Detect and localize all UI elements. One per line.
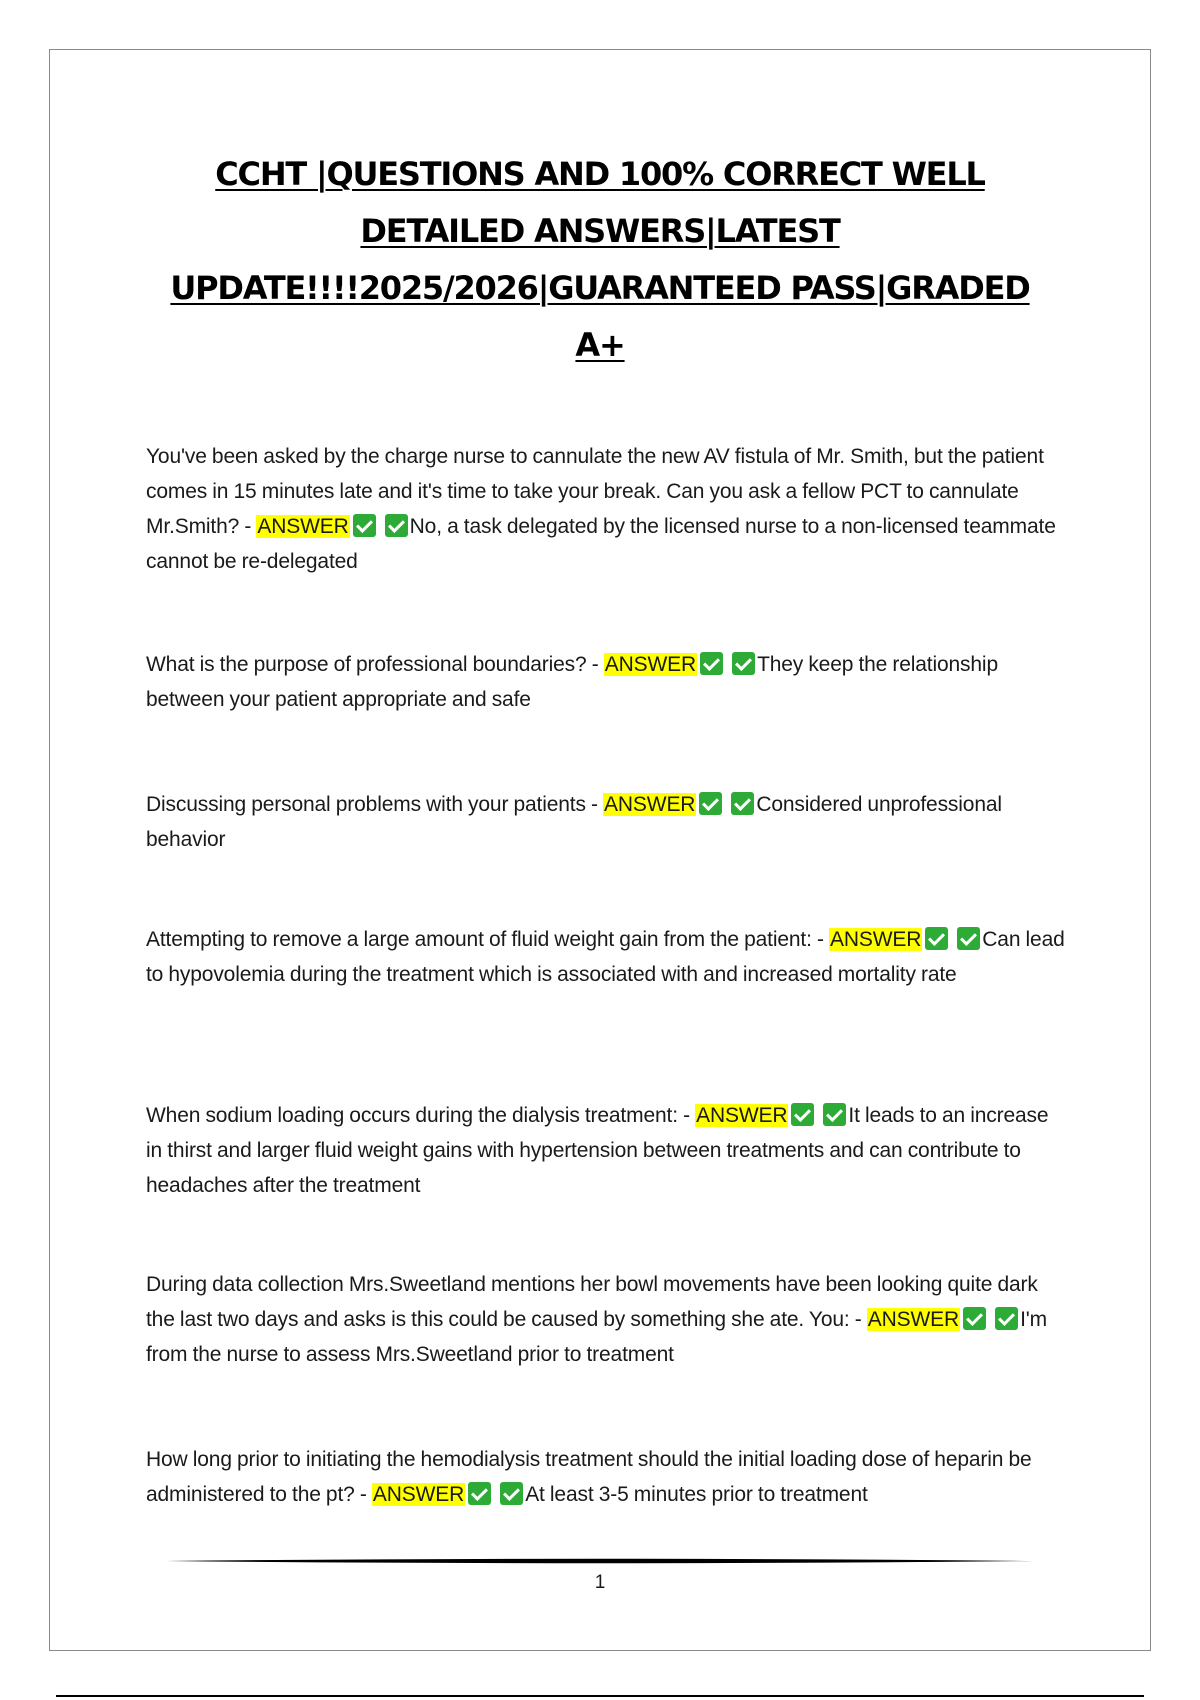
question-text: What is the purpose of professional boundaries? - — [146, 653, 604, 676]
answer-label: ANSWER — [867, 1308, 960, 1331]
check-mark-icon — [700, 652, 723, 675]
answer-text: Can lead to hypovolemia during the treatment which is associated with and increased mortality rate — [146, 928, 1065, 986]
answer-label: ANSWER — [372, 1483, 465, 1506]
footer-divider — [166, 1558, 1034, 1564]
title-line-text: CCHT |QUESTIONS AND 100% CORRECT WELL — [215, 155, 985, 193]
document-title — [140, 146, 1060, 374]
question-text: How long prior to initiating the hemodialysis treatment should the initial loading dose of heparin be administered to the pt? - — [146, 1448, 1032, 1506]
check-mark-icon — [500, 1482, 523, 1505]
qa-item — [146, 647, 1066, 717]
check-mark-icon — [353, 514, 376, 537]
answer-text: No, a task delegated by the licensed nurse to a non-licensed teammate cannot be re-delegated — [146, 515, 1056, 573]
title-line-text: A+ — [575, 326, 625, 364]
question-text: Discussing personal problems with your patients - — [146, 793, 604, 816]
question-text: Attempting to remove a large amount of fluid weight gain from the patient: - — [146, 928, 829, 951]
answer-text: Considered unprofessional behavior — [146, 793, 1002, 851]
check-mark-icon — [957, 927, 980, 950]
answer-label: ANSWER — [604, 653, 697, 676]
qa-item — [146, 922, 1066, 992]
title-line — [140, 260, 1060, 317]
answer-text: At least 3-5 minutes prior to treatment — [525, 1483, 868, 1506]
check-mark-icon — [925, 927, 948, 950]
check-mark-icon — [791, 1103, 814, 1126]
check-mark-icon — [823, 1103, 846, 1126]
qa-item — [146, 1442, 1066, 1512]
check-mark-icon — [731, 792, 754, 815]
qa-item — [146, 439, 1066, 579]
check-mark-icon — [995, 1307, 1018, 1330]
answer-label: ANSWER — [604, 793, 696, 816]
question-text: During data collection Mrs.Sweetland mentions her bowl movements have been looking quite dark the last two days and asks is this could be caused by something she ate. You: - — [146, 1273, 1038, 1331]
answer-text: I'm from the nurse to assess Mrs.Sweetland prior to treatment — [146, 1308, 1047, 1366]
check-mark-icon — [468, 1482, 491, 1505]
answer-label: ANSWER — [257, 515, 349, 538]
page-number: 1 — [594, 1572, 606, 1593]
check-mark-icon — [699, 792, 722, 815]
title-line — [140, 203, 1060, 260]
qa-item — [146, 787, 1066, 857]
check-mark-icon — [963, 1307, 986, 1330]
title-line-text: DETAILED ANSWERS|LATEST — [360, 212, 840, 250]
next-page-edge — [56, 1695, 1144, 1697]
question-text: You've been asked by the charge nurse to cannulate the new AV fistula of Mr. Smith, but the patient comes in 15 minutes late and it's time to take your break. Can you ask a fellow PCT to cannulate Mr.Smith? - — [146, 445, 1044, 538]
answer-text: It leads to an increase in thirst and larger fluid weight gains with hypertension between treatments and can contribute to headaches after the treatment — [146, 1104, 1049, 1197]
answer-label: ANSWER — [830, 928, 922, 951]
question-text: When sodium loading occurs during the dialysis treatment: - — [146, 1104, 696, 1127]
qa-item — [146, 1267, 1066, 1372]
check-mark-icon — [732, 652, 755, 675]
answer-label: ANSWER — [696, 1104, 788, 1127]
title-line — [140, 146, 1060, 203]
title-line — [140, 317, 1060, 374]
qa-item — [146, 1098, 1066, 1203]
answer-text: They keep the relationship between your patient appropriate and safe — [146, 653, 998, 711]
title-line-text: UPDATE!!!!2025/2026|GUARANTEED PASS|GRADED — [170, 269, 1030, 307]
check-mark-icon — [385, 514, 408, 537]
